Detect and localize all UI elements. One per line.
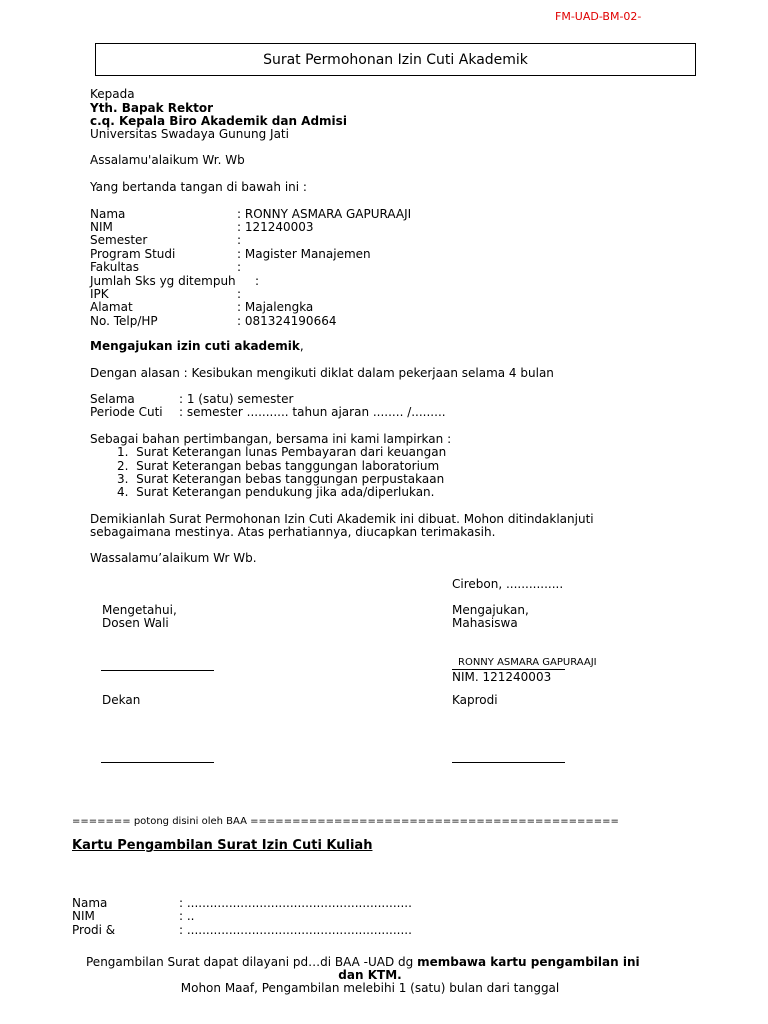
attachments-intro: Sebagai bahan pertimbangan, bersama ini kami lampirkan : [90, 432, 452, 446]
reason-line: Dengan alasan : Kesibukan mengikuti diklat dalam pekerjaan selama 4 bulan [90, 366, 554, 380]
place-date: Cirebon, ............... [452, 577, 564, 591]
intro-text: Yang bertanda tangan di bawah ini : [90, 180, 307, 194]
card-note-line2: dan KTM. [338, 968, 402, 982]
field-label-prodi: Program Studi [90, 247, 176, 261]
page-title: Surat Permohonan Izin Cuti Akademik [263, 52, 528, 68]
closing-line1: Demikianlah Surat Permohonan Izin Cuti Akademik ini dibuat. Mohon ditindaklanjuti [90, 512, 594, 526]
field-label-semester: Semester [90, 233, 148, 247]
form-code: FM-UAD-BM-02- [555, 10, 642, 23]
duration-value: : 1 (satu) semester [179, 392, 294, 406]
signature-line-dekan [101, 762, 214, 763]
recipient-line2: c.q. Kepala Biro Akademik dan Admisi [90, 114, 347, 128]
card-note-bold: membawa kartu pengambilan ini [417, 955, 640, 969]
card-field-value-prodi: : ........................................................... [179, 923, 412, 937]
field-label-nama: Nama [90, 207, 126, 221]
attachment-item: 3. Surat Keterangan bebas tanggungan perpustakaan [117, 472, 445, 486]
card-note-normal: Pengambilan Surat dapat dilayani pd…di BAA -UAD dg [86, 955, 418, 969]
field-value-sks: : [255, 274, 260, 288]
field-value-nama: : RONNY ASMARA GAPURAAJI [237, 207, 412, 221]
farewell: Wassalamu’alaikum Wr Wb. [90, 551, 257, 565]
left-signer-title1: Mengetahui, [102, 603, 177, 617]
card-title: Kartu Pengambilan Surat Izin Cuti Kuliah [72, 838, 373, 853]
field-label-alamat: Alamat [90, 300, 133, 314]
field-value-prodi: : Magister Manajemen [237, 247, 371, 261]
cut-line: ======= potong disini oleh BAA ============================================ [72, 816, 619, 827]
recipient-to: Kepada [90, 87, 135, 101]
field-label-ipk: IPK [90, 287, 109, 301]
card-field-value-nim: : .. [179, 909, 195, 923]
period-label: Periode Cuti [90, 405, 163, 419]
period-value: : semester ........... tahun ajaran ........ /......... [179, 405, 446, 419]
right-signer-title1: Mengajukan, [452, 603, 529, 617]
dean-label: Dekan [102, 693, 141, 707]
field-label-fakultas: Fakultas [90, 260, 139, 274]
left-signer-title2: Dosen Wali [102, 616, 169, 630]
student-name: RONNY ASMARA GAPURAAJI [458, 657, 597, 668]
field-value-ipk: : [237, 287, 242, 301]
attachment-item: 2. Surat Keterangan bebas tanggungan laboratorium [117, 459, 440, 473]
field-label-sks: Jumlah Sks yg ditempuh [90, 274, 236, 288]
request-comma: , [299, 339, 304, 353]
student-nim: NIM. 121240003 [452, 670, 552, 684]
field-value-semester: : [237, 233, 242, 247]
duration-label: Selama [90, 392, 135, 406]
title-box [95, 43, 696, 76]
request-line [90, 340, 304, 353]
card-field-value-nama: : ........................................................... [179, 896, 412, 910]
card-field-label-prodi: Prodi & [72, 923, 116, 937]
field-value-alamat: : Majalengka [237, 300, 314, 314]
field-value-nim: : 121240003 [237, 220, 314, 234]
kaprodi-label: Kaprodi [452, 693, 498, 707]
signature-line-dosen-wali [101, 670, 214, 671]
recipient-line1: Yth. Bapak Rektor [90, 101, 214, 115]
field-label-telp: No. Telp/HP [90, 314, 158, 328]
card-note-line3: Mohon Maaf, Pengambilan melebihi 1 (satu) bulan dari tanggal [180, 981, 560, 995]
field-value-fakultas: : [237, 260, 242, 274]
attachment-item: 1. Surat Keterangan lunas Pembayaran dari keuangan [117, 445, 447, 459]
greeting: Assalamu'alaikum Wr. Wb [90, 153, 245, 167]
recipient-line3: Universitas Swadaya Gunung Jati [90, 127, 289, 141]
card-field-label-nama: Nama [72, 896, 108, 910]
request-bold: Mengajukan izin cuti akademik [90, 339, 300, 353]
field-value-telp: : 081324190664 [237, 314, 337, 328]
attachment-item: 4. Surat Keterangan pendukung jika ada/diperlukan. [117, 485, 435, 499]
closing-line2: sebagaimana mestinya. Atas perhatiannya, diucapkan terimakasih. [90, 525, 496, 539]
signature-line-kaprodi [452, 762, 565, 763]
right-signer-title2: Mahasiswa [452, 616, 518, 630]
card-field-label-nim: NIM [72, 909, 95, 923]
field-label-nim: NIM [90, 220, 113, 234]
